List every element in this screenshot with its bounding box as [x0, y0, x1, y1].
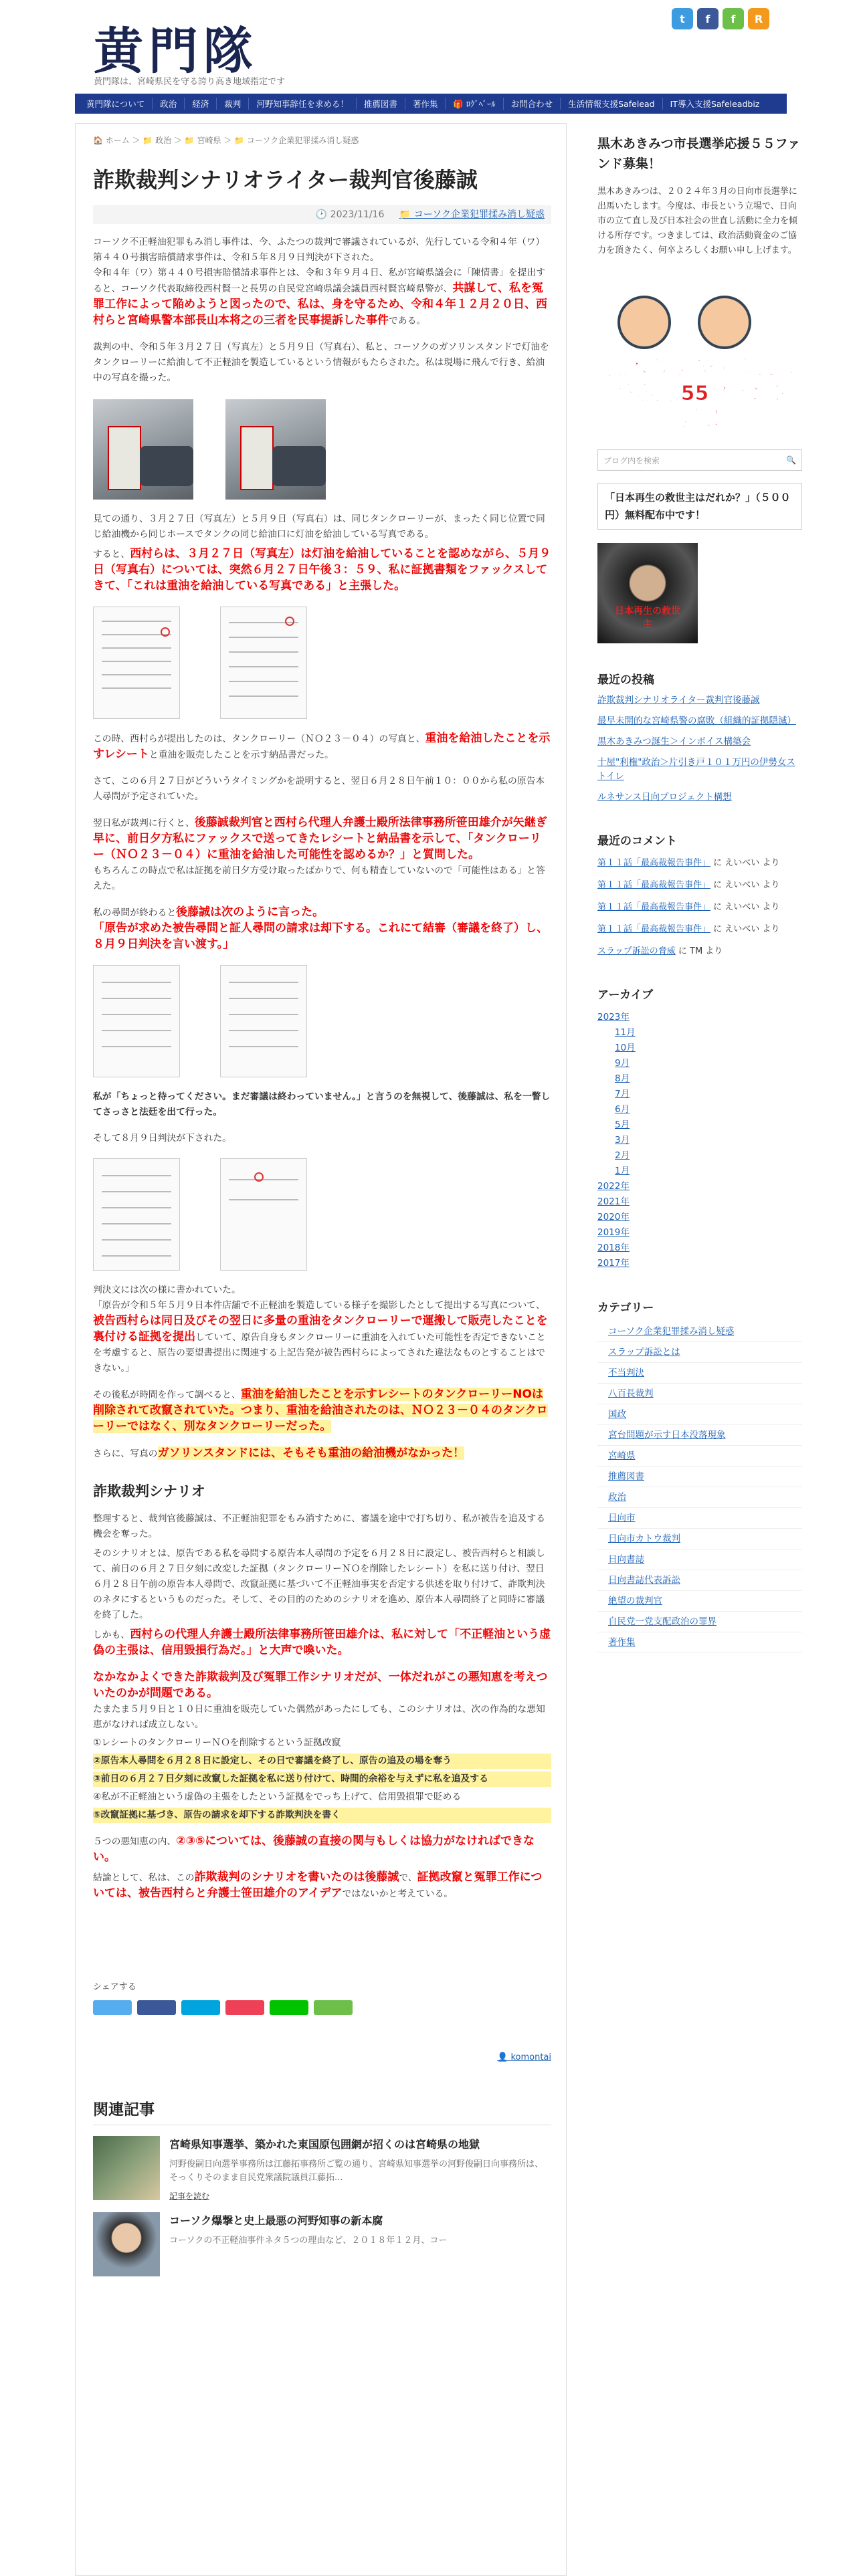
breadcrumb[interactable]: 🏠 ホーム ＞ 📁 政治 ＞ 📁 宮崎県 ＞ 📁 コーソク企業犯罪揉み消し疑惑	[93, 136, 359, 145]
document-pair	[93, 607, 551, 720]
archive-list	[597, 1010, 802, 1271]
paragraph: なかなかよくできた詐欺裁判及び冤罪工作シナリオだが、一体だれがこの悪知恵を考えついたのかが問題である。 たまたま５月９日と１０日に重油を販売していた偶然があったにしても、このシナリオは、次の作為的な悪知恵がなければ成立しない。	[93, 1671, 548, 1730]
related-heading: 関連記事	[93, 2097, 551, 2125]
related-item[interactable]	[93, 2136, 551, 2202]
recent-posts	[597, 693, 802, 804]
post-meta	[93, 205, 551, 224]
related-title[interactable]: コーソク爆撃と史上最悪の河野知事の新本腐	[169, 2214, 383, 2227]
category-link[interactable]: 日向市カトウ裁判	[597, 1529, 802, 1549]
page-title: 詐欺裁判シナリオライター裁判官後藤誠	[93, 167, 478, 193]
search-placeholder: ブログ内を検索	[603, 455, 660, 465]
widget-text: 黒木あきみつは、２０２４年３月の日向市長選挙に出馬いたします。今度は、市長という立場で、日向市の立て直し及び日本社会の世直し活動に全力を傾ける所存です。つきましては、政治活動資金のご協力を頂きたく、何卒よろしくお願い申し上げます。	[597, 187, 798, 255]
comment-post-link[interactable]: 第１１話「最高裁報告事件」	[597, 858, 711, 868]
banner-text: 黒木あきみつ 市長選挙応援 55ファンド募集！	[607, 356, 795, 431]
category-link[interactable]: 推薦図書	[597, 1467, 802, 1487]
paragraph: その後私が時間を作って調べると、重油を給油したことを示すレシートのタンクローリーNOは削除されて改竄されていた。つまり、重油を給油されたのは、ＮＯ２３－０４のタンクローリーではなく、別なタンクローリーだった。	[93, 1388, 548, 1433]
nav-item[interactable]: 🎁 ﾛｸﾞﾍﾟｰﾙ	[446, 98, 503, 110]
paragraph: コーソク不正軽油犯罪もみ消し事件は、今、ふたつの裁判で審議されているが、先行している令和４年（ワ）第４４０号損害賠償請求事件は、令和５年８月９日判決が下された。 令和４年（ワ）第４４０号損害賠償請求事件とは、令和３年９月４日、私が宮崎県議会に「陳情書」を提出すると、コーソク代表取締役西村賢一と長男の自民党宮崎県議会議員西村賢宮崎県警が、共謀して、私を冤罪工作によって陥めようと図ったので、私は、身を守るため、令和４年１２月２０日、西村らと宮崎県警本部長山本将之の三者を民事提訴した事件である。	[93, 237, 547, 327]
archive-link[interactable]: 2月	[615, 1150, 630, 1161]
gas-station-photo-right[interactable]	[225, 399, 326, 500]
category-link[interactable]: 絶望の裁判官	[597, 1591, 802, 1612]
archive-link[interactable]: 8月	[615, 1073, 630, 1084]
rss-icon[interactable]: R	[748, 8, 769, 29]
article-column	[75, 123, 567, 2576]
archive-link[interactable]: 2023年	[597, 1012, 630, 1023]
facebook-icon[interactable]: f	[697, 8, 719, 29]
category-link[interactable]: 宮崎県	[597, 1446, 802, 1467]
category-link[interactable]: 自民党一党支配政治の罪界	[597, 1612, 802, 1632]
comment-post-link[interactable]: 第１１話「最高裁報告事件」	[597, 902, 711, 912]
recent-post-link[interactable]: 最早未開的な宮崎県警の腐敗（組織的証拠隠滅）	[597, 716, 796, 726]
site-header	[75, 0, 787, 94]
nav-item[interactable]: お問合わせ	[504, 98, 561, 110]
share-button[interactable]	[225, 2000, 264, 2015]
widget-heading: カテゴリー	[597, 1301, 654, 1315]
twitter-icon[interactable]: t	[672, 8, 693, 29]
nav-item[interactable]: IT導入支援Safeleadbiz	[670, 99, 760, 109]
widget-heading: アーカイブ	[597, 988, 654, 1002]
paragraph: しかも、西村らの代理人弁護士殿所法律事務所笹田雄介は、私に対して「不正軽油という虚偽の主張は、信用毀損行為だ。」と大声で喚いた。	[93, 1628, 551, 1657]
recent-post-link[interactable]: 詐欺裁判シナリオライター裁判官後藤誠	[597, 695, 760, 706]
section-heading: 詐欺裁判シナリオ	[93, 1483, 205, 1499]
feedly-icon[interactable]: f	[723, 8, 744, 29]
comment-post-link[interactable]: 第１１話「最高裁報告事件」	[597, 924, 711, 934]
comment-item	[597, 900, 802, 914]
related-excerpt: 河野俊嗣日向選挙事務所は江藤拓事務所ご覧の通り、宮崎県知事選挙の河野俊嗣日向事務所は、そっくりそのまま自民党衆議院議員江藤拓...	[169, 2159, 544, 2183]
category-link[interactable]: 著作集	[597, 1632, 802, 1653]
archive-link[interactable]: 2021年	[597, 1196, 630, 1207]
paragraph: 結論として、私は、この詐欺裁判のシナリオを書いたのは後藤誠で、証拠改竄と冤罪工作については、被告西村らと弁護士笹田雄介のアイデアではないかと考えている。	[93, 1870, 543, 1900]
recent-post-link[interactable]: 黒木あきみつ誕生＞インボイス構築会	[597, 736, 751, 747]
share-button[interactable]	[270, 2000, 308, 2015]
archive-link[interactable]: 9月	[615, 1058, 630, 1069]
paragraph: 見ての通り、３月２７日（写真左）と５月９日（写真右）は、同じタンクローリーが、まったく同じ位置で同じ給油機から同じホースでタンクの同じ給油口に灯油を給油している写真である。	[93, 514, 545, 540]
nav-item[interactable]: 河野知事辞任を求める！	[249, 98, 357, 110]
nav-item[interactable]: 裁判	[217, 98, 249, 110]
archive-link[interactable]: 1月	[615, 1166, 630, 1176]
comment-author: に えいべい より	[710, 902, 780, 912]
archive-link[interactable]: 2019年	[597, 1227, 630, 1238]
comment-author: に えいべい より	[710, 924, 780, 934]
comment-post-link[interactable]: スラップ訴訟の脅威	[597, 946, 676, 956]
scheme-item: ②原告本人尋問を６月２８日に設定し、その日で審議を終了し、原告の追及の場を奪う	[93, 1753, 551, 1769]
comment-author: に えいべい より	[710, 858, 780, 868]
related-item[interactable]	[93, 2212, 551, 2276]
nav-item[interactable]: 著作集	[405, 98, 446, 110]
share-buttons	[93, 2000, 551, 2015]
judgment-document[interactable]	[220, 1158, 307, 1271]
archive-link[interactable]: 6月	[615, 1104, 630, 1115]
article-body	[93, 235, 551, 1902]
author-link[interactable]: 👤 komontai	[497, 2052, 551, 2062]
category-link[interactable]: 日向書誌	[597, 1549, 802, 1570]
share-button[interactable]	[181, 2000, 220, 2015]
comment-item	[597, 878, 802, 892]
search-icon[interactable]: 🔍	[786, 455, 796, 465]
related-excerpt: コーソクの不正軽油事件ネタ５つの理由など、２０１８年１２月、コー	[169, 2236, 448, 2246]
recent-comments	[597, 856, 802, 958]
site-tagline: 黄門隊は、宮崎県民を守る誇り高き地域指定です	[94, 77, 286, 87]
paragraph: 私の尋問が終わると後藤誠は次のように言った。 「原告が求めた被告尋問と証人尋問の請求は却下する。これにて結審（審議を終了）し、８月９日判決を言い渡す。」	[93, 905, 548, 951]
share-button[interactable]	[93, 2000, 132, 2015]
photo-pair	[93, 399, 551, 501]
category-list	[597, 1321, 802, 1653]
paragraph: さて、この６月２７日がどういうタイミングかを説明すると、翌日６月２８日午前１０：００から私の原告本人尋問が予定されていた。	[93, 776, 545, 802]
nav-item[interactable]: 政治	[153, 98, 185, 110]
archive-link[interactable]: 2018年	[597, 1243, 630, 1253]
category-link[interactable]: スラップ訴訟とは	[597, 1342, 802, 1363]
document-pair	[93, 1158, 551, 1272]
judgment-document[interactable]	[93, 1158, 180, 1271]
archive-link[interactable]: 2017年	[597, 1258, 630, 1269]
social-links	[672, 8, 769, 29]
book-cover-text: 日本再生の救世主	[615, 606, 680, 630]
receipt-document[interactable]	[93, 607, 180, 719]
widget-heading: 最近のコメント	[597, 835, 677, 848]
comment-author: に TM より	[675, 946, 723, 956]
post-category-link[interactable]: 📁 コーソク企業犯罪揉み消し疑惑	[399, 209, 545, 220]
paragraph: 翌日私が裁判に行くと、後藤誠裁判官と西村ら代理人弁護士殿所法律事務所笹田雄介が矢継ぎ早に、前日夕方私にファックスで送ってきたレシートと納品書を示して、「タンクローリー（ＮＯ２３－０４）に重油を給油した可能性を認めるか？」と質問した。 もちろんこの時点で私は証拠を前日夕方受け取ったばかりで、何も精査していないので「可能性はある」と答えた。	[93, 816, 547, 891]
archive-link[interactable]: 7月	[615, 1089, 630, 1099]
paragraph: すると、西村らは、３月２７日（写真左）は灯油を給油していることを認めながら、５月９日（写真右）については、突然６月２７日午後３：５９、私に証拠書類をファックスしてきて、「これは重油を給油している写真である」と主張した。	[93, 547, 551, 593]
scheme-item: ④私が不正軽油という虚偽の主張をしたという証拠をでっち上げて、信用毀損罪で貶める	[93, 1792, 462, 1802]
character-illustration	[698, 296, 751, 349]
book-title: 「日本再生の救世主はだれか？」（５００円）無料配布中です！	[597, 483, 802, 530]
archive-link[interactable]: 3月	[615, 1135, 630, 1146]
scheme-item: ③前日の６月２７日夕刻に改竄した証拠を私に送り付けて、時間的余裕を与えずに私を追及する	[93, 1772, 551, 1787]
nav-item[interactable]: 黄門隊について	[79, 98, 153, 110]
share-button[interactable]	[137, 2000, 176, 2015]
share-label: シェアする	[93, 1982, 136, 1992]
scheme-list	[93, 1735, 551, 1823]
archive-link[interactable]: 2022年	[597, 1181, 630, 1192]
related-thumbnail[interactable]	[93, 2212, 160, 2276]
widget-title: 黒木あきみつ市長選挙応援５５ファンド募集！	[597, 136, 801, 171]
paragraph: 判決文には次の様に書かれていた。 「原告が令和５年５月９日本件店舗で不正軽油を製造している様子を撮影したとして提出する写真について、被告西村らは同日及びその翌日に多量の重油をタンクローリーで運搬して販売したことを裏付ける証拠を提出していて、原告自身もタンクローリーに重油を入れていた可能性を否定できないことを考慮すると、原告の要望書提出に関連する上記告発が被告西村らによってされた違法なものとすることはできない。」	[93, 1285, 548, 1374]
paragraph: ５つの悪知恵の内、②③⑤については、後藤誠の直接の関与もしくは協力がなければできない。	[93, 1834, 535, 1864]
comment-post-link[interactable]: 第１１話「最高裁報告事件」	[597, 880, 711, 890]
category-link[interactable]: 八百長裁判	[597, 1384, 802, 1404]
category-link[interactable]: 宮台問題が示す日本没落現象	[597, 1425, 802, 1446]
paragraph: さらに、写真のガソリンスタンドには、そもそも重油の給油機がなかった！	[93, 1446, 465, 1460]
related-thumbnail[interactable]	[93, 2136, 160, 2200]
archive-link[interactable]: 5月	[615, 1119, 630, 1130]
category-link[interactable]: 国政	[597, 1404, 802, 1425]
archive-link[interactable]: 11月	[615, 1027, 636, 1038]
post-date: 🕑 2023/11/16	[315, 209, 385, 220]
main-nav	[75, 94, 787, 114]
comment-item	[597, 944, 802, 958]
read-more-link[interactable]: 記事を読む	[169, 2191, 210, 2201]
document-pair	[93, 965, 551, 1079]
paragraph: 整理すると、裁判官後藤誠は、不正軽油犯罪をもみ消すために、審議を途中で打ち切り、私が被告を追及する機会を奪った。	[93, 1513, 546, 1539]
nav-item[interactable]: 経済	[185, 98, 217, 110]
category-link[interactable]: 政治	[597, 1487, 802, 1508]
book-cover[interactable]	[597, 543, 698, 643]
paragraph: そして８月９日判決が下された。	[93, 1133, 231, 1144]
sidebar	[597, 134, 802, 1653]
scheme-item: ①レシートのタンクローリーＮＯを削除するという証拠改竄	[93, 1737, 341, 1748]
court-document[interactable]	[93, 965, 180, 1077]
comment-author: に えいべい より	[710, 880, 780, 890]
gas-station-photo-left[interactable]	[93, 399, 193, 500]
paragraph: 裁判の中、令和５年３月２７日（写真左）と５月９日（写真右）、私と、コーソクのガソリンスタンドで灯油をタンクローリーに給油して不正軽油を製造しているという情報がもたらされた。私は現場に飛んで行き、給油中の写真を撮った。	[93, 342, 549, 383]
category-link[interactable]: 不当判決	[597, 1363, 802, 1384]
archive-link[interactable]: 10月	[615, 1043, 636, 1053]
court-document[interactable]	[220, 965, 307, 1077]
paragraph: そのシナリオとは、原告である私を尋問する原告本人尋問の予定を６月２８日に設定し、被告西村らと相談して、前日の６月２７日夕刻に改変した証拠（タンクローリーＮＯを削除したレシート）を私に送り付け、翌日６月２８日午前の原告本人尋問で、改竄証拠に基づいて不正軽油事実を否定する供述を取り付けて、詐欺判決のネタにするというものだった。そして、その目的のためのシナリオを進め、原告本人尋問終了と同時に審議を終了した。	[93, 1548, 545, 1620]
site-logo[interactable]: 黄門隊	[94, 23, 258, 80]
character-illustration	[617, 296, 671, 349]
scheme-item: ⑤改竄証拠に基づき、原告の請求を却下する詐欺判決を書く	[93, 1808, 551, 1823]
recent-post-link[interactable]: 十屋"利権"政治＞片引き戸１０１万円の伊勢女ストイレ	[597, 757, 795, 782]
nav-item[interactable]: 推薦図書	[357, 98, 405, 110]
widget-heading: 最近の投稿	[597, 673, 654, 687]
category-link[interactable]: 日向市	[597, 1508, 802, 1529]
fund-banner[interactable]	[597, 276, 802, 436]
recent-post-link[interactable]: ルネサンス日向プロジェクト構想	[597, 792, 732, 802]
related-list	[93, 2136, 551, 2276]
category-link[interactable]: 日向書誌代表訴訟	[597, 1570, 802, 1591]
search-input[interactable]	[597, 449, 802, 471]
comment-item	[597, 856, 802, 870]
paragraph: 私が「ちょっと待ってください。まだ審議は終わっていません。」と言うのを無視して、後藤誠は、私を一瞥してさっさと法廷を出て行った。	[93, 1091, 551, 1117]
archive-link[interactable]: 2020年	[597, 1212, 630, 1222]
paragraph: この時、西村らが提出したのは、タンクローリー（ＮＯ２３－０４）の写真と、重油を給油したことを示すレシートと重油を販売したことを示す納品書だった。	[93, 732, 551, 761]
related-title[interactable]: 宮崎県知事選挙、築かれた東国原包囲網が招くのは宮崎県の地獄	[169, 2138, 480, 2151]
invoice-document[interactable]	[220, 607, 307, 719]
nav-item[interactable]: 生活情報支援Safelead	[561, 98, 662, 110]
category-link[interactable]: コーソク企業犯罪揉み消し疑惑	[597, 1321, 802, 1342]
share-button[interactable]	[314, 2000, 353, 2015]
comment-item	[597, 922, 802, 936]
